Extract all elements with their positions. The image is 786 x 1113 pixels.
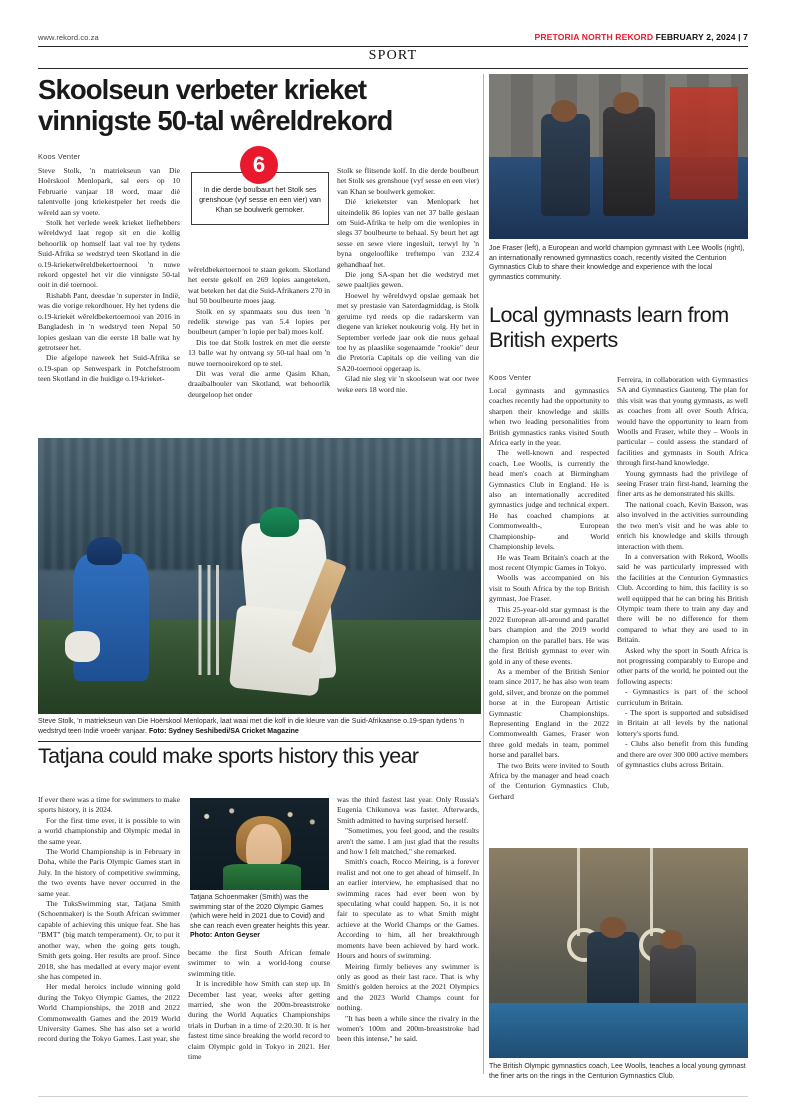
paragraph: Dié krieketster van Menlopark het uiteindelik 86 lopies van net 37 balle geslaan om Suid-Afrika te help om die wenlopies in slegs 37 boulbeurte te behaal. Sy beurt het agt sesse en sewe viere ingesluit, terwyl hy 'n byna ongelooflike treftempo van 232.4 gehandhaaf het. bbox=[337, 197, 479, 269]
cricket-photo-caption bbox=[38, 717, 481, 736]
paragraph: He was Team Britain's coach at the most recent Olympic Games in Tokyo. bbox=[489, 552, 609, 572]
tatjana-divider bbox=[38, 741, 481, 742]
cricket-credit-value: Sydney Seshibedi/SA Cricket Magazine bbox=[168, 727, 299, 735]
paragraph: Woolls was accompanied on his visit to South Africa by the top British gymnast, Joe Fraser. bbox=[489, 573, 609, 604]
gymnasts-top-photo bbox=[489, 74, 748, 239]
paragraph: - Gymnastics is part of the school curriculum in Britain. bbox=[617, 687, 748, 707]
paragraph: Die afgelope naweek het Suid-Afrika se o.19-span op Senwespark in Potchefstroom teen Skotland in die huidige o.19-krieket- bbox=[38, 353, 180, 384]
masthead bbox=[38, 32, 748, 46]
paragraph: "It has been a while since the rivalry in the women's 100m and 200m-breaststroke had been this intense," he said. bbox=[337, 1013, 479, 1044]
cricket-caption-text: Steve Stolk, 'n matriekseun van Die Hoërskool Menlopark, laat waai met die kolf in die kleure van die Suid-Afrikaanse o.19-span tydens 'n wedstryd teen Indië vroeër vanjaar. bbox=[38, 718, 465, 735]
paragraph: Young gymnasts had the privilege of seeing Fraser train first-hand, learning the finer arts as he demonstrated his skills. bbox=[617, 468, 748, 499]
header-divider-bottom bbox=[38, 68, 748, 69]
paragraph: was the third fastest last year. Only Russia's Eugenia Chikunova was faster. Afterwards, Smith admitted to having surprised herself. bbox=[337, 795, 479, 825]
tatjana-column-2 bbox=[188, 948, 330, 1078]
paragraph: Her medal heroics include winning gold during the Tokyo Olympic Games, the 2022 World Championships, the 2018 and 2022 Commonwealth Games and the 2019 World University Games. She has also set a world record during the Tokyo Games. Last year, she bbox=[38, 982, 180, 1044]
masthead-separator: | bbox=[738, 32, 741, 42]
tatjana-column-3 bbox=[337, 795, 479, 1077]
paragraph: It is incredible how Smith can step up. In December last year, weeks after getting married, she won the 200m-breaststroke during the World Aquatics Championships trials in Durban in a time of 2:20.30. It is her fastest time since breaking the world record to claim Olympic gold in Tokyo in 2021. Her time bbox=[188, 979, 330, 1062]
cricket-photo bbox=[38, 438, 481, 714]
tatjana-credit-value: Anton Geyser bbox=[214, 932, 261, 940]
stat-bubble: 6 bbox=[240, 146, 278, 184]
column-divider bbox=[483, 74, 484, 1074]
cricket-credit-label: Foto: bbox=[148, 727, 167, 735]
paragraph: Die jong SA-span het die wedstryd met sewe paaltjies gewen. bbox=[337, 270, 479, 290]
paragraph: Rishabh Pant, deesdae 'n superster in Indië, was die vorige rekordhouer. Hy het tydens die o.19-krieket wêreldbekertoernooi van 2016 in Bangladesh in 'n wedstryd teen Nepal 50 lopies geslaan van die eerste 18 balle wat hy getrotseer het. bbox=[38, 290, 180, 352]
paragraph: The two Brits were invited to South Africa by the manager and head coach of the Centurion Gymnastics Club, Gerhard bbox=[489, 760, 609, 801]
header-divider-top bbox=[38, 46, 748, 47]
page-number: 7 bbox=[743, 32, 748, 42]
publication-date: FEBRUARY 2, 2024 bbox=[655, 32, 736, 42]
section-title: SPORT bbox=[368, 48, 418, 63]
paragraph: Asked why the sport in South Africa is not progressing comparably to Europe and other parts of the world, he pointed out the following aspects: bbox=[617, 645, 748, 686]
tatjana-photo bbox=[190, 798, 329, 890]
gymnasts-top-caption: Joe Fraser (left), a European and world champion gymnast with Lee Woolls (right), an internationally renowned gymnastics coach, recently visited the Centurion Gymnastics Club to share their knowledge and experience with the local gymnastics community. bbox=[489, 245, 745, 281]
paragraph: Local gymnasts and gymnastics coaches recently had the opportunity to sharpen their knowledge and skills when two leading personalities from British gymnastics ranks visited South Africa early in the year. bbox=[489, 386, 609, 448]
cricket-pullquote: In die derde boulbaurt het Stolk ses grenshoue (vyf sesse en een vier) van Khan se boulwerk gemoker. bbox=[191, 172, 329, 225]
paragraph: The well-known and respected coach, Lee Woolls, is currently the head men's coach at Birmingham Gymnastics Club in England. He is also an internationally accredited gymnastics judge and technical expert. He has coached champions at Commonwealth-, European Championship- and World Championship levels. bbox=[489, 448, 609, 552]
paragraph: Stolk en sy spanmaats sou dus teen 'n redelik stewige pas van 5.4 lopies per boulbeurt (amper 'n lopie per bal) moes kolf. bbox=[188, 306, 330, 337]
paragraph: "Sometimes, you feel good, and the results aren't the same. I am just glad that the results and how I felt matched," she remarked. bbox=[337, 826, 479, 857]
paragraph: Steve Stolk, 'n matriekseun van Die Hoërskool Menlopark, sal eers op 10 Februarie vanjaar 18 word, maar dié talentvolle jong kriekestpeler het reeds die wêreld aan sy voete. bbox=[38, 166, 180, 217]
paragraph: Glad nie sleg vir 'n skoolseun wat oor twee weke eers 18 word nie. bbox=[337, 374, 479, 394]
tatjana-credit-label: Photo: bbox=[190, 932, 213, 940]
footer-divider bbox=[38, 1096, 748, 1097]
gymnasts-bottom-photo bbox=[489, 848, 748, 1058]
paragraph: If ever there was a time for swimmers to make sports history, it is 2024. bbox=[38, 795, 180, 815]
paragraph: Meiring firmly believes any swimmer is only as good as their last race. That is why Smith's golden heroics at the 2021 Olympics and the 2023 World Champs count for nothing. bbox=[337, 961, 479, 1013]
paragraph: This 25-year-old star gymnast is the 2022 European all-around and parallel bars champion and the 2019 world champion on the parallel bars. He was the first British gymnast to ever win gold in any of these events. bbox=[489, 604, 609, 666]
cricket-column-3 bbox=[337, 166, 479, 431]
paragraph: In a conversation with Rekord, Woolls said he was particularly impressed with the facilities at the Centurion Gymnastics Club. According to him, this facility is so well equipped that he can bring his British Olympic team there to train any day and there will be no difference for them compared to what they are used to in Britain. bbox=[617, 551, 748, 645]
gymnasts-headline: Local gymnasts learn from British experts bbox=[489, 303, 729, 352]
paragraph: Hoewel hy wêreldwyd opslae gemaak het met sy prestasie van Saterdagmiddag, is Stolk geruime tyd reeds op die radarskerm van diegene van krieket noukeurig volg. Hy het in September verlede jaar ook die nuus gehaal toe hy as plaaslike sogenaamde "rookie" deur die Pretoria Capitals op die veiling van die SA20-toernooi opgeraap is. bbox=[337, 290, 479, 373]
paragraph: For the first time ever, it is possible to win a world championship and Olympic medal in the same year. bbox=[38, 815, 180, 846]
paragraph: - Clubs also benefit from this funding and there are over 300 000 active members of gymnastics clubs across Britain. bbox=[617, 739, 748, 770]
gymnasts-column-1 bbox=[489, 386, 609, 838]
paragraph: wêreldbekertoernooi te staan gekom. Skotland het eerste gekolf en 269 lopies aangeteken, wat beteken het dat die Suid-Afrikaners 270 in hul 50 boulbeurte moes jaag. bbox=[188, 265, 330, 306]
paragraph: became the first South African female swimmer to win a world-long course swimming title. bbox=[188, 948, 330, 978]
paragraph: As a member of the British Senior team since 2017, he has also won team gold, silver, and bronze on the pommel horse at in the European Artistic Gymnastic Championships. Representing England in the 2022 Commonwealth Games, Fraser won three gold medals in team, pommel horse and parallel bars. bbox=[489, 666, 609, 760]
masthead-edition-info bbox=[535, 32, 748, 42]
paragraph: - The sport is supported and subsidised in Britain at all levels by the national lottery's sports fund. bbox=[617, 708, 748, 738]
tatjana-caption-text: Tatjana Schoenmaker (Smith) was the swimming star of the 2020 Olympic Games (which were held in 2021 due to Covid) and she can reach even greater heights this year. bbox=[190, 894, 330, 930]
tatjana-photo-caption bbox=[190, 893, 330, 941]
paragraph: The national coach, Kevin Basson, was also involved in the activities surrounding the two men's visit and he was able to enrich his knowledge and skills through interaction with them. bbox=[617, 499, 748, 551]
gymnasts-column-2 bbox=[617, 375, 748, 838]
tatjana-headline: Tatjana could make sports history this year bbox=[38, 744, 419, 768]
gymnasts-bottom-caption: The British Olympic gymnastics coach, Lee Woolls, teaches a local young gymnast the finer arts on the rings in the Centurion Gymnastics Club. bbox=[489, 1063, 746, 1080]
cricket-byline: Koos Venter bbox=[38, 152, 81, 161]
paragraph: Smith's coach, Rocco Meiring, is a forever realist and not one to get ahead of himself. In an earlier interview, he emphasised that no swimming races had ever been won by speculating what could happen. So, it is not fair to speculate as to what Smith might achieve at the World Champs or the Games. According to him, all her breakthrough moments have been achieved by hard work. Hours and hours of swimming. bbox=[337, 857, 479, 961]
paragraph: The TuksSwimming star, Tatjana Smith (Schoenmaker) is the South African swimmer capable of achieving this unique feat. She has "BMT" (big match temperament). Or, to put it another way, when the going gets tough, Smith gets going. Her results are proof. Since 2018, she has medalled at every major event she has competed in. bbox=[38, 899, 180, 981]
paragraph: Dit was veral die arme Qasim Khan, draaibalbouler van Skotland, wat behoorlik deurgeloop het onder bbox=[188, 369, 330, 399]
publication-name: PRETORIA NORTH REKORD bbox=[534, 32, 654, 42]
tatjana-column-1 bbox=[38, 795, 180, 1075]
paragraph: The World Championship is in February in Doha, while the Paris Olympic Games start in July. In the history of competitive swimming, the two events have never occurred in the same year. bbox=[38, 847, 180, 898]
cricket-headline: Skoolseun verbeter krieket vinnigste 50-tal wêreldrekord bbox=[38, 74, 393, 136]
paragraph: Dis toe dat Stolk lostrek en met die eerste 13 balle wat hy ontvang sy 50-tal haal om 'n nuwe toernooirekord op te stel. bbox=[188, 337, 330, 368]
cricket-column-1 bbox=[38, 166, 180, 430]
paragraph: Stolk se flitsende kolf. In die derde boulbeurt het Stolk ses grenshoue (vyf sesse en een vier) van Khan se boulwerk gemoker. bbox=[337, 166, 479, 196]
cricket-column-2 bbox=[188, 265, 330, 431]
paragraph: Ferreira, in collaboration with Gymnastics SA and Gymnastics Gauteng. The plan for this visit was that young gymnasts, as well as coaches from all over South Africa, would have the opportunity to learn from Woolls and Fraser, while they – Wools in particular – could assess the standard of facilities and gymnasts in South Africa through first-hand knowledge. bbox=[617, 375, 748, 468]
website-url: www.rekord.co.za bbox=[38, 33, 99, 42]
gymnasts-byline: Koos Venter bbox=[489, 373, 532, 382]
paragraph: Stolk het verlede week krieket liefhebbers wêreldwyd laat regop sit en die kollig behoorlik op homself laat val toe hy tydens Suid-Afrika se wedstryd teen Skotland in die o.19-krieketwêreldbekertoernooi 'n nuwe rekord opgestel het vir die vinnigste 50-tal ooit in dié toernooi. bbox=[38, 218, 180, 290]
